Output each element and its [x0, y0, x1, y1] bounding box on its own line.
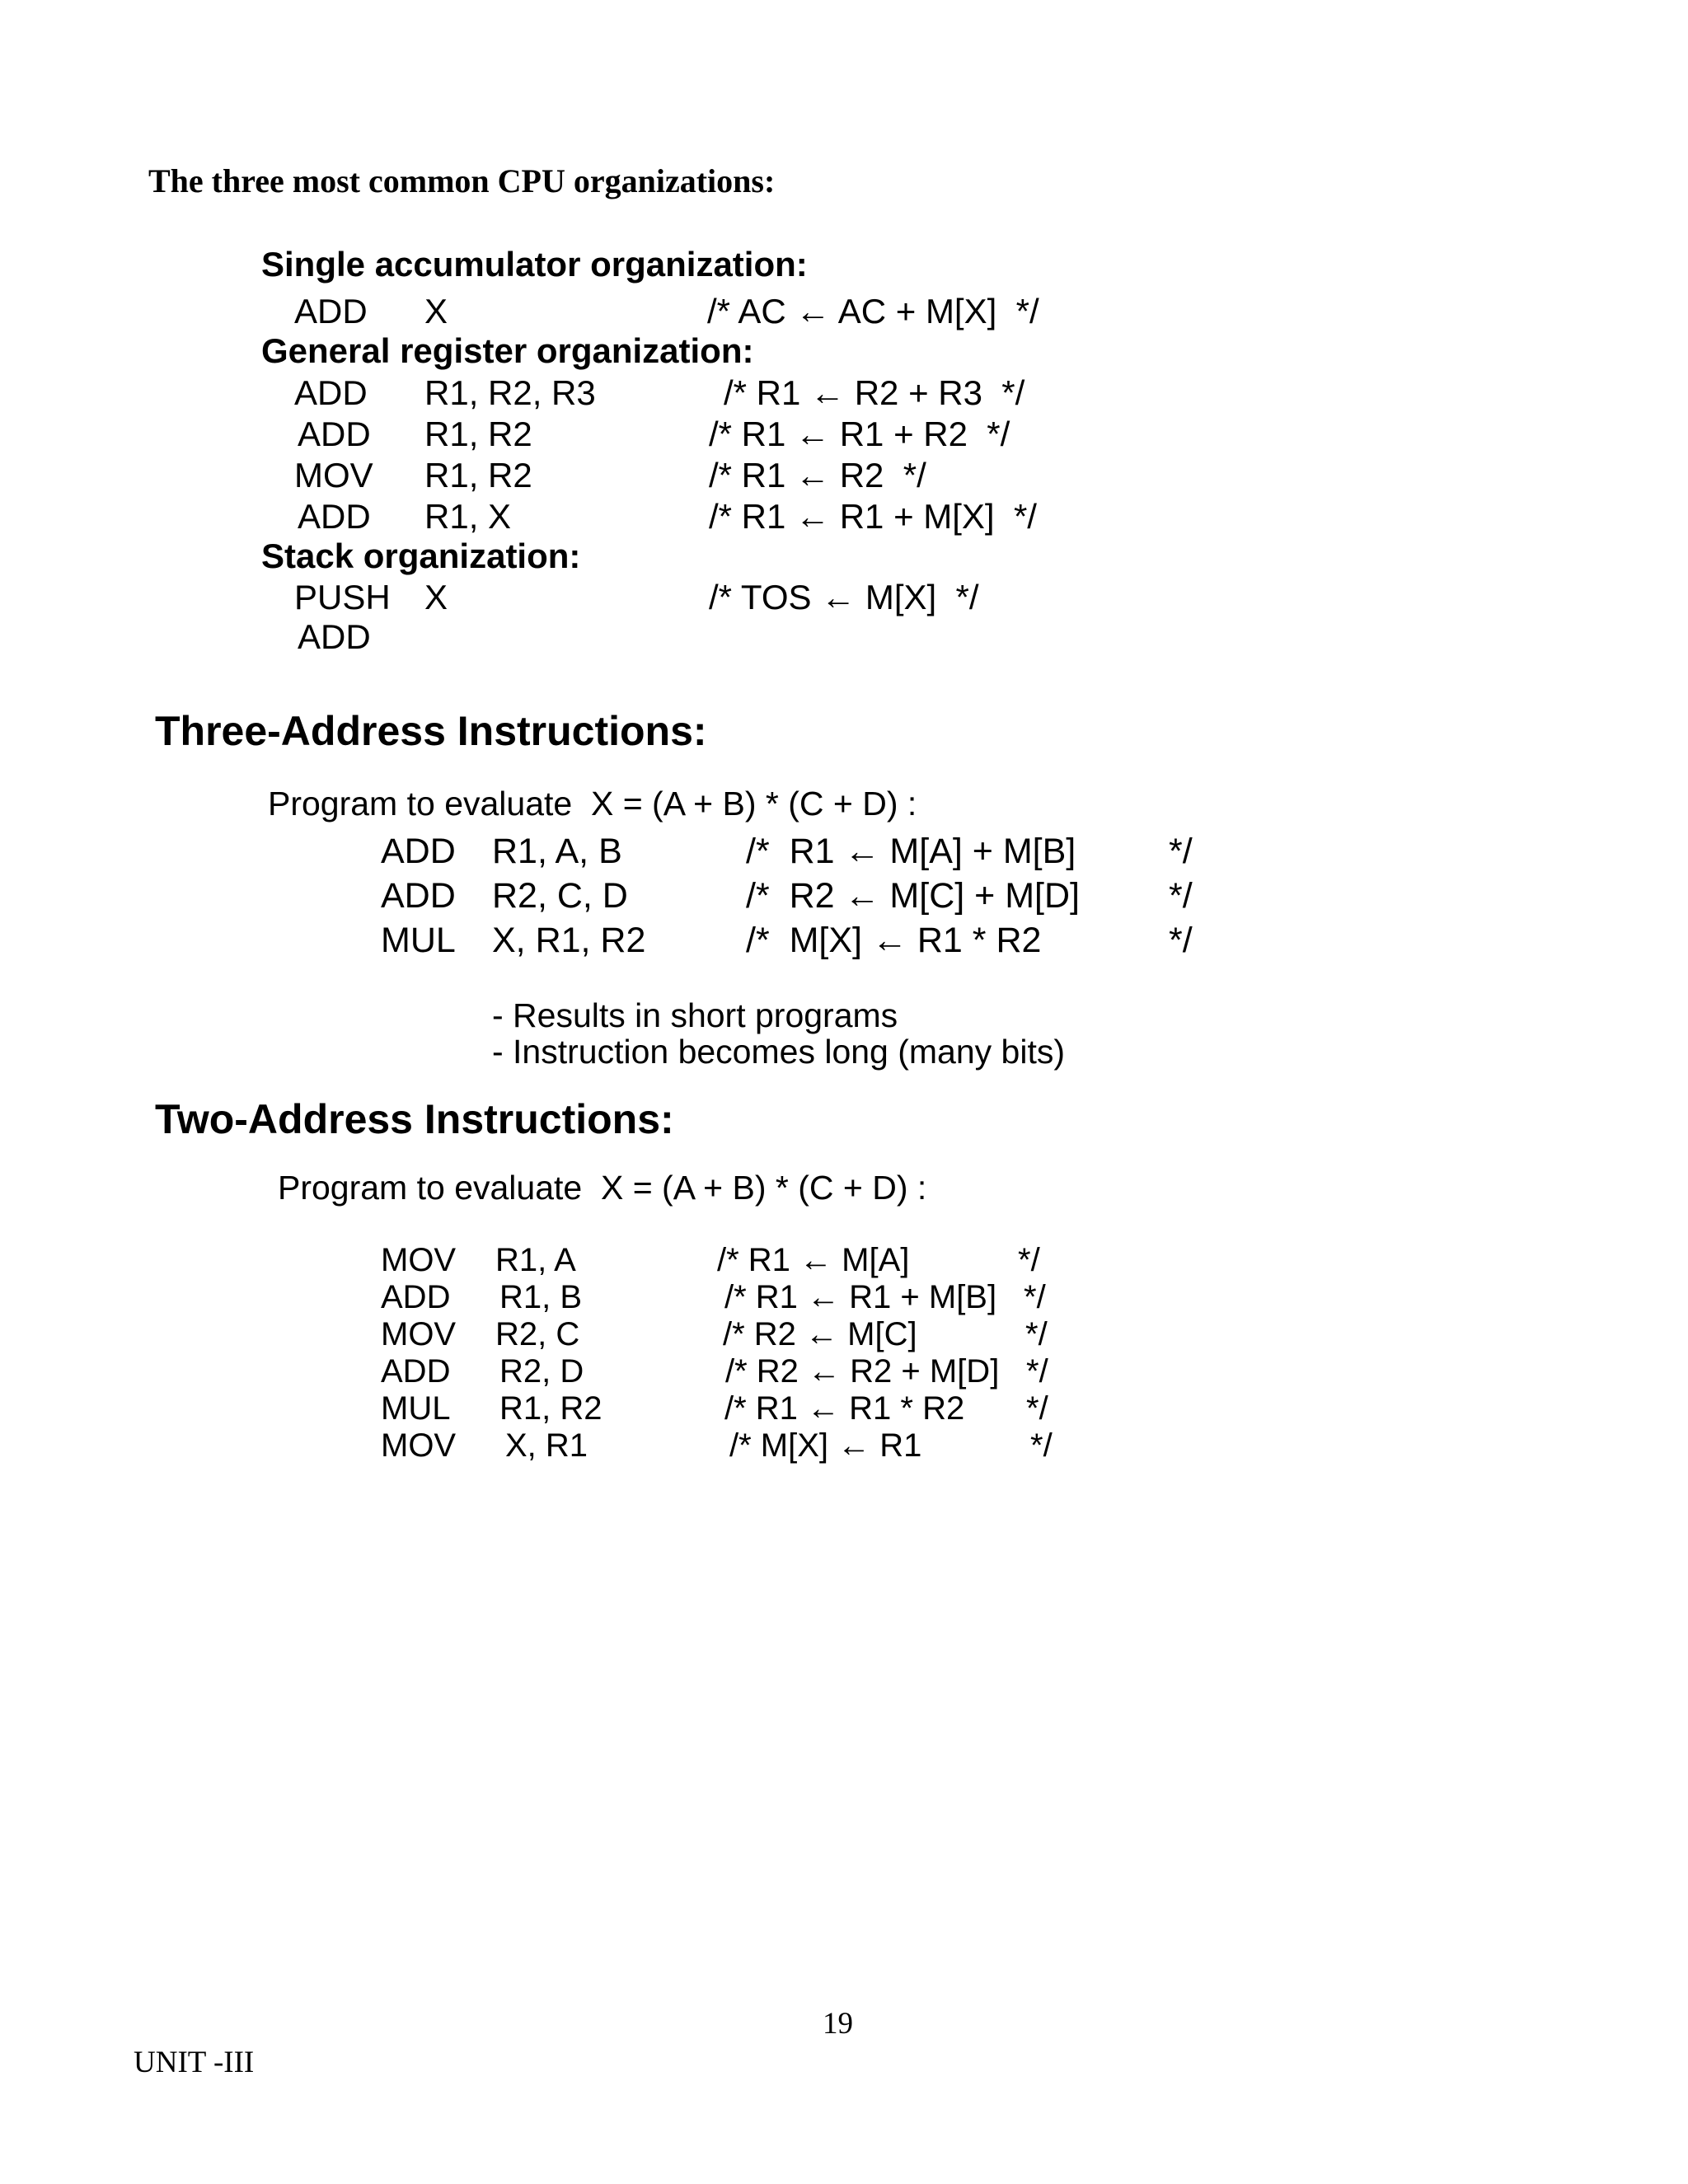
- general-op: ADD: [298, 497, 371, 536]
- general-args: R1, R2: [424, 456, 532, 494]
- three-address-heading: Three-Address Instructions:: [155, 708, 707, 754]
- two-args: R2, C: [495, 1316, 580, 1352]
- general-register-heading: General register organization:: [261, 331, 754, 370]
- two-comment-end: */: [1030, 1427, 1053, 1464]
- three-comment: /* M[X] ← R1 * R2: [746, 921, 1042, 960]
- three-address-program: Program to evaluate X = (A + B) * (C + D) :: [268, 785, 917, 823]
- general-comment: /* R1 ← R1 + R2 */: [709, 415, 1010, 453]
- two-args: R1, A: [495, 1242, 576, 1278]
- general-op: ADD: [298, 415, 371, 453]
- three-args: R2, C, D: [492, 876, 628, 916]
- three-args: R1, A, B: [492, 832, 622, 871]
- two-op: MOV: [381, 1427, 457, 1464]
- unit-label: UNIT -III: [134, 2046, 255, 2079]
- three-comment-end: */: [1169, 832, 1193, 871]
- three-comment-end: */: [1169, 921, 1193, 960]
- page-title: The three most common CPU organizations:: [148, 162, 776, 199]
- two-comment: /* R1 ← M[A]: [717, 1242, 910, 1278]
- single-comment: /* AC ← AC + M[X] */: [707, 292, 1039, 330]
- two-comment-end: */: [1026, 1353, 1048, 1390]
- two-args: R1, R2: [499, 1390, 603, 1427]
- two-comment-end: */: [1018, 1242, 1040, 1278]
- single-accumulator-heading: Single accumulator organization:: [261, 245, 808, 284]
- two-args: X, R1: [505, 1427, 588, 1464]
- three-op: ADD: [381, 832, 456, 871]
- two-op: MUL: [381, 1390, 451, 1427]
- three-comment-end: */: [1169, 876, 1193, 916]
- two-comment: /* R1 ← R1 + M[B]: [724, 1279, 997, 1315]
- two-comment: /* R1 ← R1 * R2: [724, 1390, 965, 1427]
- two-address-program: Program to evaluate X = (A + B) * (C + D) :: [278, 1169, 927, 1207]
- two-op: ADD: [381, 1353, 451, 1390]
- two-op: MOV: [381, 1242, 457, 1278]
- two-comment-end: */: [1026, 1390, 1048, 1427]
- page-number: 19: [823, 2007, 853, 2041]
- stack-comment: /* TOS ← M[X] */: [709, 578, 979, 616]
- three-op: ADD: [381, 876, 456, 916]
- general-op: ADD: [294, 373, 368, 412]
- general-op: MOV: [294, 456, 373, 494]
- three-comment: /* R1 ← M[A] + M[B]: [746, 832, 1076, 871]
- general-comment: /* R1 ← R1 + M[X] */: [709, 497, 1037, 536]
- stack-op: PUSH: [294, 578, 391, 616]
- three-args: X, R1, R2: [492, 921, 646, 960]
- general-args: R1, R2: [424, 415, 532, 453]
- two-address-heading: Two-Address Instructions:: [155, 1096, 674, 1142]
- two-comment: /* R2 ← R2 + M[D]: [725, 1353, 1000, 1390]
- general-comment: /* R1 ← R2 + R3 */: [724, 373, 1025, 412]
- three-note: - Results in short programs: [492, 996, 898, 1034]
- stack-heading: Stack organization:: [261, 537, 581, 575]
- two-comment: /* R2 ← M[C]: [723, 1316, 917, 1352]
- two-args: R2, D: [499, 1353, 584, 1390]
- two-op: MOV: [381, 1316, 457, 1352]
- stack-op: ADD: [298, 617, 371, 656]
- three-note: - Instruction becomes long (many bits): [492, 1033, 1065, 1071]
- general-comment: /* R1 ← R2 */: [709, 456, 926, 494]
- two-comment-end: */: [1025, 1316, 1048, 1352]
- two-op: ADD: [381, 1279, 451, 1315]
- two-comment: /* M[X] ← R1: [729, 1427, 922, 1464]
- two-comment-end: */: [1024, 1279, 1046, 1315]
- general-args: R1, X: [424, 497, 512, 536]
- single-op: ADD: [294, 292, 368, 330]
- two-args: R1, B: [499, 1279, 583, 1315]
- general-args: R1, R2, R3: [424, 373, 596, 412]
- three-comment: /* R2 ← M[C] + M[D]: [746, 876, 1080, 916]
- stack-args: X: [424, 578, 448, 616]
- single-args: X: [424, 292, 448, 330]
- three-op: MUL: [381, 921, 456, 960]
